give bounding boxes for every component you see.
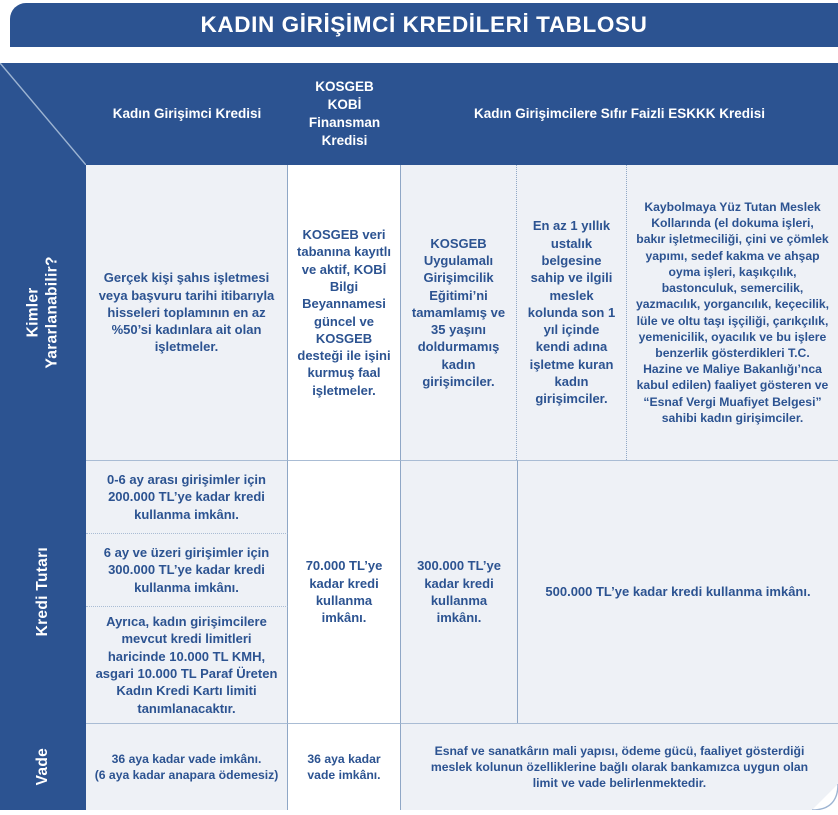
cell-kredi-tutari-kadin-girisimci-3: Ayrıca, kadın girişimcilere mevcut kredi limitleri haricinde 10.000 TL KMH, asgari 10.000 TL Paraf Üreten Kadın Kredi Kartı limiti tanımlanacaktır.: [86, 606, 288, 723]
cell-kimler-eskkk-c: Kaybolmaya Yüz Tutan Meslek Kollarında (el dokuma işleri, bakır işletmeciliği, çini ve çömlek yapımı, sedef kakma ve ahşap oyma işleri, kaşıkçılık, bastonculuk, semercilik, yazmacılık, yorgancılık, keçecilik, lüle ve oltu taşı işçiliği, çarıkçılık, yemenicilik, oyacılık ve bu işlere benzerlik gösterdikleri T.C. Hazine ve Maliye Bakanlığı’nca kabul edilen) faaliyet gösteren ve “Esnaf Vergi Muafiyet Belgesi” sahibi kadın girişimciler.: [627, 165, 838, 460]
cell-kredi-tutari-eskkk-a: 300.000 TL’ye kadar kredi kullanma imkânı.: [401, 460, 518, 723]
row-label-kredi-tutari: [0, 460, 86, 723]
cell-vade-kadin-girisimci-line-2: (6 aya kadar anapara ödemesiz): [94, 768, 279, 782]
table-body: [0, 165, 838, 810]
cell-kimler-eskkk-a: KOSGEB Uygulamalı Girişimcilik Eğitimi’ni tamamlamış ve 35 yaşını doldurmamış kadın girişimciler.: [401, 165, 517, 460]
kosgeb-header-line-2: KOBİ: [327, 97, 362, 113]
row-label-line-2: Yararlanabilir?: [44, 256, 62, 369]
cell-kimler-kadin-girisimci: Gerçek kişi şahıs işletmesi veya başvuru tarihi itibarıyla hisseleri toplamının en az %50’si kadınlara ait olan işletmeler.: [86, 165, 288, 460]
cell-vade-eskkk: Esnaf ve sanatkârın mali yapısı, ödeme gücü, faaliyet gösterdiği meslek kolunun özelliklerine bağlı olarak bankamızca uygun olan limit ve vade belirlenmektedir.: [401, 723, 838, 810]
cell-kredi-tutari-eskkk-bc: 500.000 TL’ye kadar kredi kullanma imkânı.: [518, 460, 838, 723]
cell-kimler-kosgeb-kobi: KOSGEB veri tabanına kayıtlı ve aktif, KOBİ Bilgi Beyannamesi güncel ve KOSGEB desteği ile işini kurmuş faal işletmeler.: [288, 165, 401, 460]
kosgeb-header-line-3: Finansman: [308, 115, 381, 130]
row-label-kredi-tutari-text: Kredi Tutarı: [34, 546, 52, 637]
cell-vade-kadin-girisimci: [86, 723, 288, 810]
cell-kimler-eskkk-b: En az 1 yıllık ustalık belgesine sahip ve ilgili meslek kolunda son 1 yıl içinde kendi adına işletme kuran kadın girişimciler.: [517, 165, 627, 460]
cell-vade-kosgeb-kobi: 36 aya kadar vade imkânı.: [288, 723, 401, 810]
corner-diagonal-decoration: [0, 63, 86, 165]
cell-kredi-tutari-kadin-girisimci-2: 6 ay ve üzeri girişimler için 300.000 TL’ye kadar kredi kullanma imkânı.: [86, 533, 288, 606]
cell-kredi-tutari-kosgeb-kobi: 70.000 TL’ye kadar kredi kullanma imkânı.: [288, 460, 401, 723]
kosgeb-header-line-1: KOSGEB: [315, 79, 374, 95]
page-title: KADIN GİRİŞİMCİ KREDİLERİ TABLOSU: [200, 12, 648, 37]
row-label-kimler-yararlanabilir-text: [24, 256, 63, 368]
column-header-eskkk-kredisi: [401, 63, 838, 165]
column-header-kadin-girisimci-kredisi: [86, 63, 288, 165]
column-header-kadin-girisimci-kredisi-label: Kadın Girişimci Kredisi: [112, 106, 262, 122]
title-spacer: [0, 47, 838, 63]
column-header-band: [0, 63, 838, 165]
column-header-kosgeb-kobi-finansman-kredisi: [288, 63, 401, 165]
table-title-bar: [10, 3, 838, 47]
column-header-eskkk-kredisi-label: Kadın Girişimcilere Sıfır Faizli ESKKK Kredisi: [473, 106, 766, 122]
cell-vade-kadin-girisimci-line-1: 36 aya kadar vade imkânı.: [111, 751, 262, 766]
row-label-line-1: Kimler: [24, 287, 42, 338]
row-label-vade-text: Vade: [34, 747, 52, 786]
row-label-vade: [0, 723, 86, 810]
row-label-kimler-yararlanabilir: [0, 165, 86, 460]
cell-kredi-tutari-kadin-girisimci-1: 0-6 ay arası girişimler için 200.000 TL’ye kadar kredi kullanma imkânı.: [86, 460, 288, 533]
kosgeb-header-line-4: Kredisi: [321, 132, 368, 148]
